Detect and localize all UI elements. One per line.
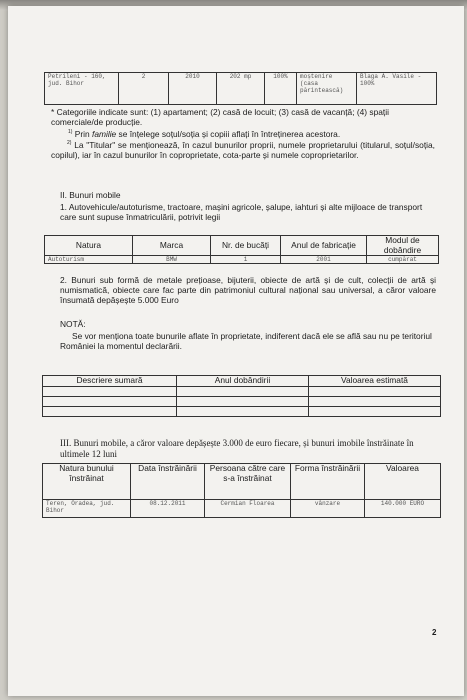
year-cell: 2010	[169, 73, 217, 105]
valuables-table	[42, 375, 441, 417]
vehicles-table	[44, 235, 439, 264]
column-header: Persoana către care s-a înstrăinat	[205, 464, 291, 500]
section-2-item-2: 2. Bunuri sub formă de metale prețioase, bijuterii, obiecte de artă și de cult, colecții de artă și numismatică, obiecte care fac parte din patrimoniul cultural național sau universal, a căror valoare însumată depășește 5.000 Euro	[60, 275, 436, 305]
column-header: Descriere sumară	[43, 376, 177, 387]
table-row	[43, 386, 441, 396]
vehicle-acquisition-cell: cumpărat	[367, 256, 439, 264]
column-header: Forma înstrăinării	[291, 464, 365, 500]
column-header: Natura	[45, 236, 133, 256]
section-2-item-1-text: 1. Autovehicule/autoturisme, tractoare, mașini agricole, șalupe, iahturi și alte mijloace de transport care sunt supuse înmatriculării, potrivit legii	[60, 202, 423, 222]
alienation-form-cell: vânzare	[291, 500, 365, 518]
column-header: Data înstrăinării	[131, 464, 205, 500]
column-header: Valoarea	[365, 464, 441, 500]
vehicle-brand-cell: BMW	[133, 256, 211, 264]
column-header: Modul de dobândire	[367, 236, 439, 256]
nota-text: Se vor menționa toate bunurile aflate în proprietate, indiferent dacă ele se află sau nu pe teritoriul României la momentul declarării.	[60, 331, 432, 351]
nota-title: NOTĂ:	[60, 319, 86, 329]
family-note-post: se înțelege soțul/soția și copiii aflați în întreținerea acestora.	[116, 128, 341, 139]
vehicle-type-cell: Autoturism	[45, 256, 133, 264]
document-page	[8, 6, 464, 696]
section-2-title: II. Bunuri mobile	[60, 190, 121, 200]
asset-nature-cell: Teren, Oradea, jud. Bihor	[43, 500, 131, 518]
table-row	[45, 256, 439, 264]
recipient-cell: Cermian Floarea	[205, 500, 291, 518]
table-row	[43, 500, 441, 518]
footnote-marker: 1)	[68, 129, 73, 135]
acquisition-cell: moștenire (casa părintească)	[297, 73, 357, 105]
vehicle-count-cell: 1	[211, 256, 281, 264]
table-row	[43, 406, 441, 416]
titular-note	[51, 138, 435, 160]
table-row	[45, 73, 437, 105]
column-header: Nr. de bucăți	[211, 236, 281, 256]
location-cell: Petrileni - 160, jud. Bihor	[45, 73, 119, 105]
column-header: Anul dobândirii	[177, 376, 309, 387]
column-header: Valoarea estimată	[309, 376, 441, 387]
page-number: 2	[432, 628, 437, 637]
alienated-assets-table	[42, 463, 441, 518]
family-word: familie	[92, 128, 117, 139]
holder-cell: Blaga A. Vasile - 100%	[357, 73, 437, 105]
titular-note-text: La "Titular" se menționează, în cazul bunurilor proprii, numele proprietarului (titularul, soțul/soția, copilul), iar în cazul bunurilor în coproprietate, cota-parte și numele coproprietarilor.	[51, 139, 435, 160]
column-header: Anul de fabricație	[281, 236, 367, 256]
column-header: Marca	[133, 236, 211, 256]
real-estate-table	[44, 72, 437, 105]
value-cell: 140.000 EURO	[365, 500, 441, 518]
table-row	[43, 396, 441, 406]
alienation-date-cell: 08.12.2011	[131, 500, 205, 518]
section-2-item-1	[60, 202, 436, 222]
categories-note: * Categoriile indicate sunt: (1) apartament; (2) casă de locuit; (3) casă de vacanță; (4) spații comerciale/de producție.	[51, 107, 389, 127]
table-header-row	[43, 376, 441, 387]
footnote-marker: 2)	[67, 140, 72, 146]
table-header-row	[45, 236, 439, 256]
share-cell: 100%	[265, 73, 297, 105]
area-cell: 202 mp	[217, 73, 265, 105]
family-note-pre: Prin	[72, 128, 93, 139]
section-3-title: III. Bunuri mobile, a căror valoare depășește 3.000 de euro fiecare, și bunuri imobile înstrăinate în ultimele 12 luni	[60, 438, 414, 459]
category-cell: 2	[119, 73, 169, 105]
table-header-row	[43, 464, 441, 500]
vehicle-year-cell: 2001	[281, 256, 367, 264]
column-header: Natura bunului înstrăinat	[43, 464, 131, 500]
